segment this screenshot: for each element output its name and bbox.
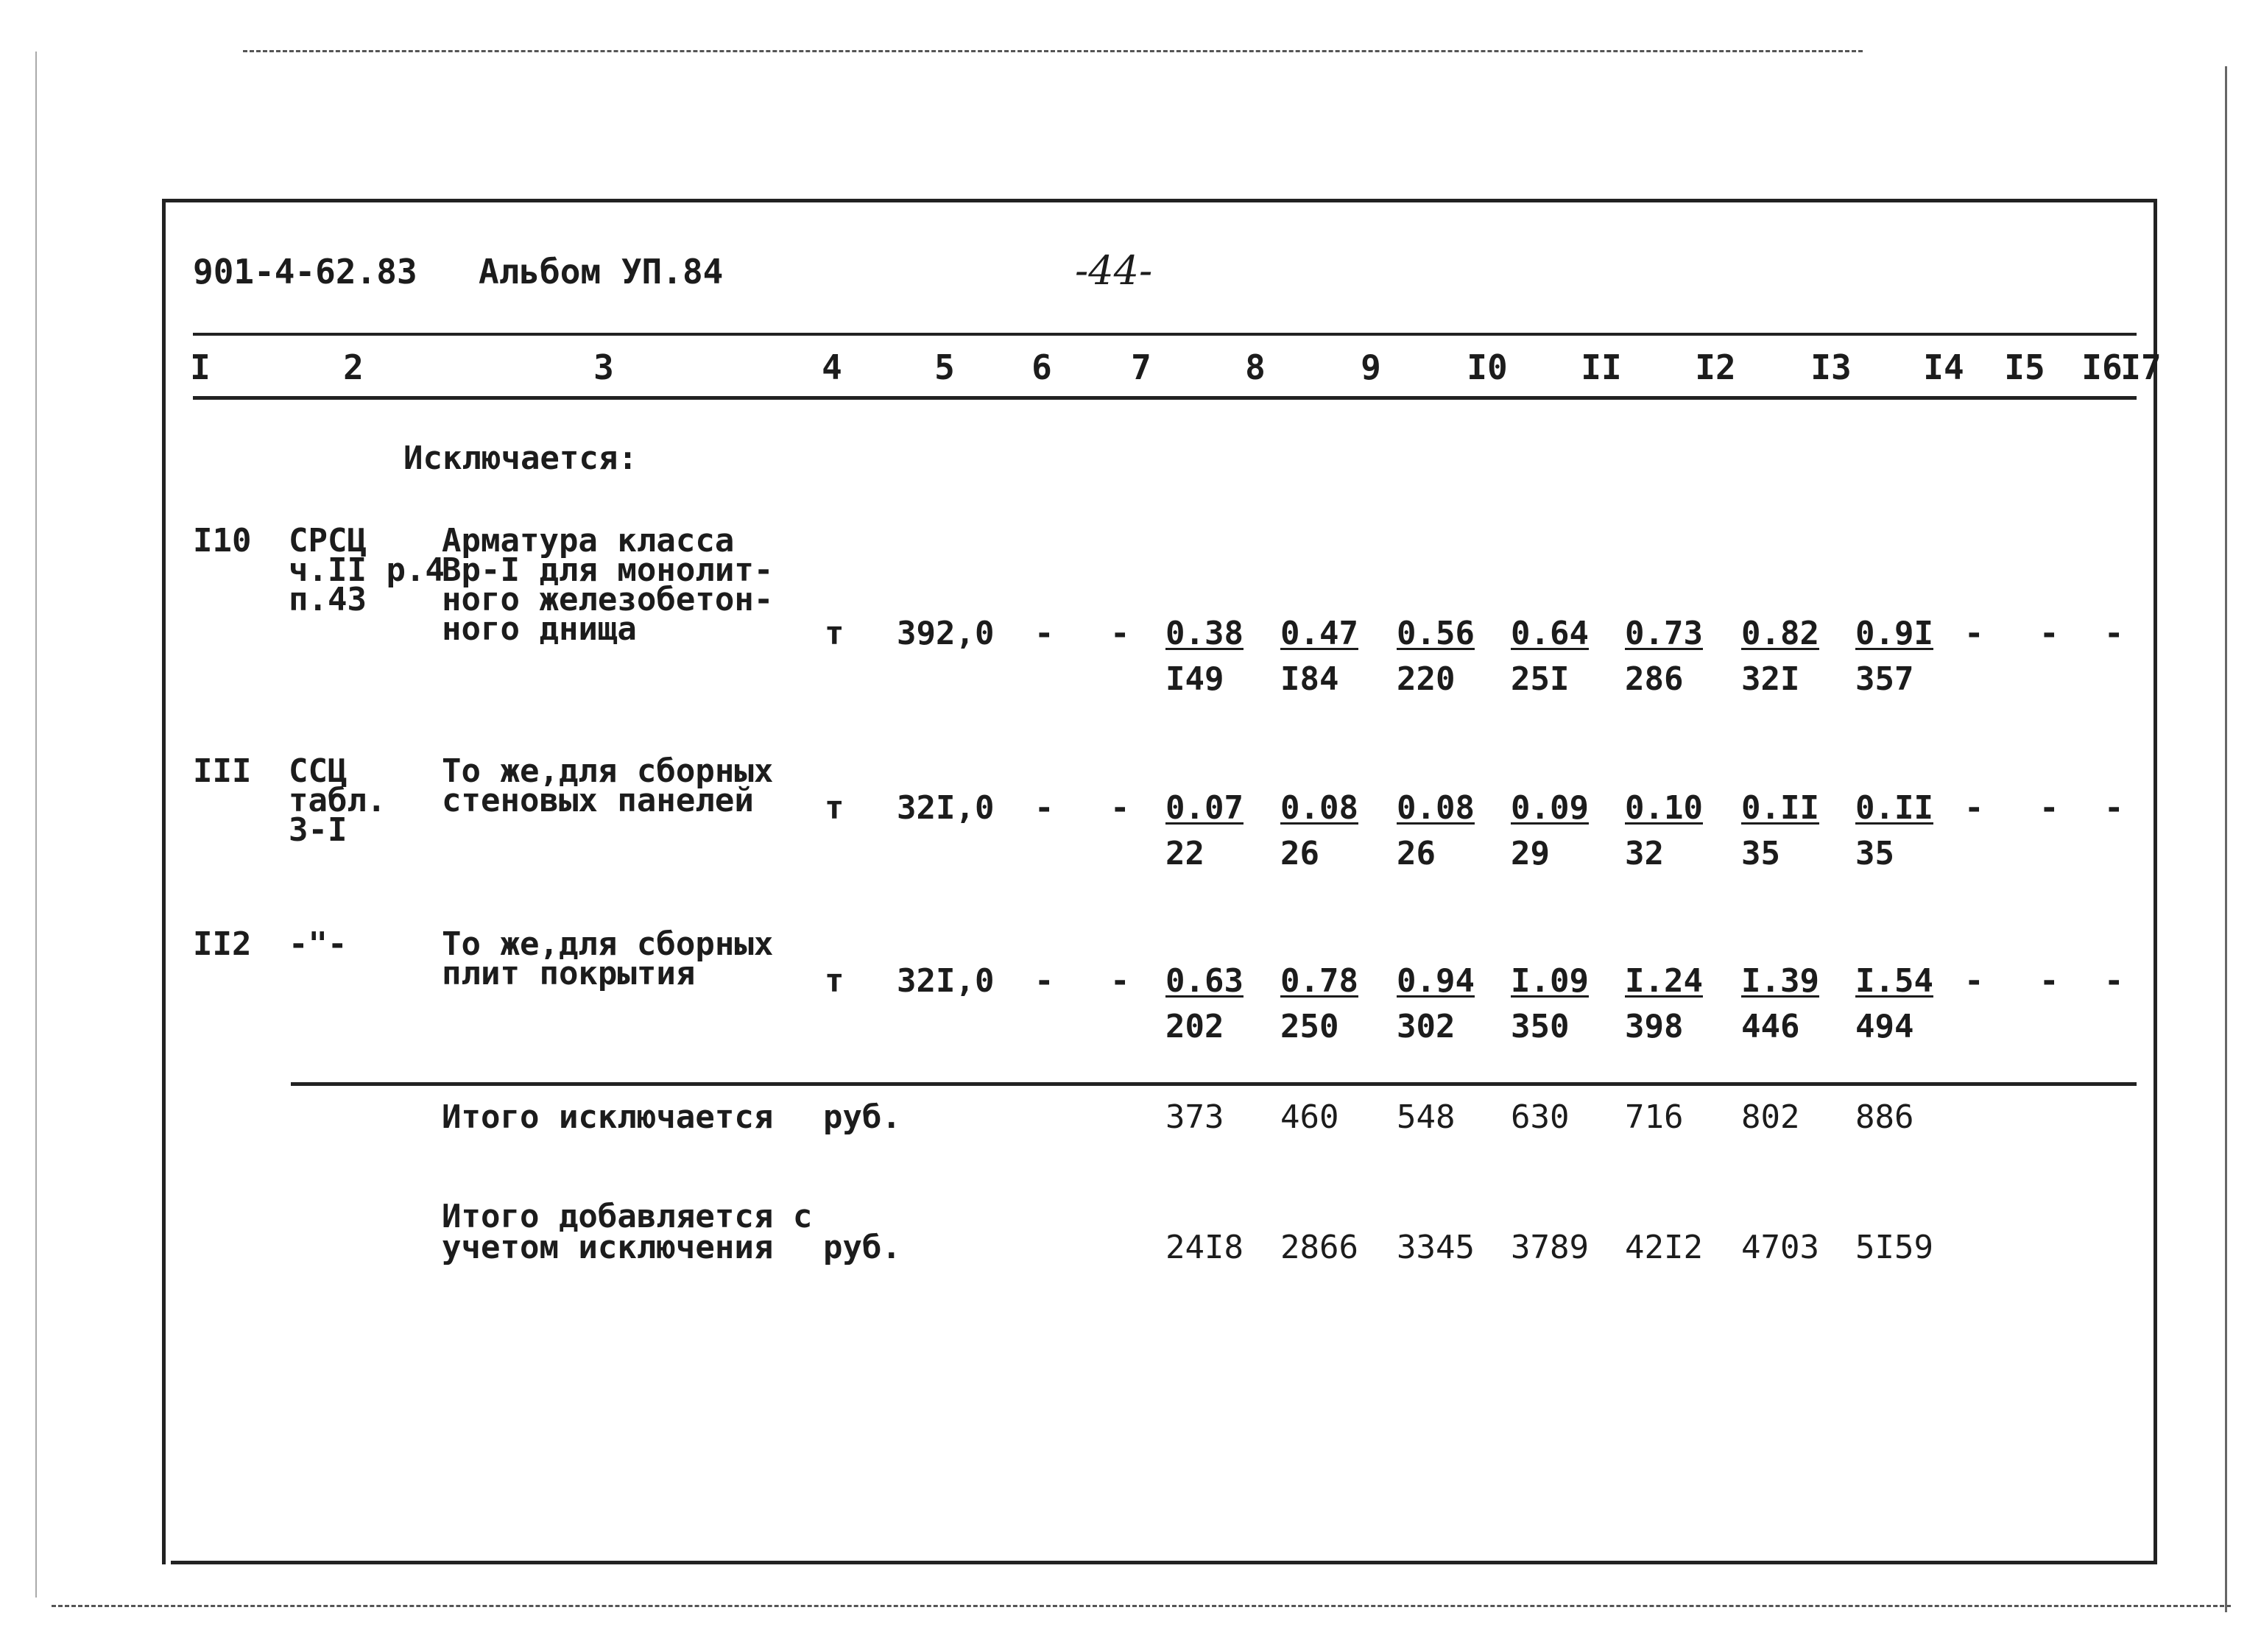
row-reference: ССЦ — [289, 752, 348, 790]
row-quantity: 0.78 — [1280, 962, 1358, 1000]
column-number: 9 — [1361, 347, 1381, 387]
row-description: плит покрытия — [442, 955, 696, 992]
section-title: Исключается: — [403, 440, 638, 477]
row-cost: 29 — [1511, 835, 1550, 872]
row-price: 32I,0 — [897, 789, 995, 827]
row-description: ного железобетон- — [442, 581, 774, 618]
row-quantity: 0.09 — [1511, 789, 1589, 827]
row-quantity: 0.II — [1855, 789, 1933, 827]
scan-bottom-dash — [52, 1605, 2231, 1607]
frame-right — [2154, 199, 2157, 1561]
totals-value: 630 — [1511, 1098, 1570, 1136]
row-col6: - — [1034, 615, 1054, 652]
column-number: I7 — [2120, 347, 2162, 387]
row-cost: 22 — [1165, 835, 1204, 872]
row-col7: - — [1110, 962, 1130, 1000]
row-description: То же,для сборных — [442, 925, 774, 963]
row-cost: 32 — [1625, 835, 1664, 872]
row-cost: 26 — [1280, 835, 1319, 872]
frame-left — [162, 199, 166, 1564]
frame-bottom — [171, 1561, 2157, 1564]
totals-value: 4703 — [1741, 1229, 1819, 1266]
totals-value: 42I2 — [1625, 1229, 1703, 1266]
totals-value: 2866 — [1280, 1229, 1358, 1266]
column-number: I6 — [2081, 347, 2123, 387]
column-number: I — [190, 347, 211, 387]
totals-value: 3345 — [1397, 1229, 1475, 1266]
row-quantity: I.39 — [1741, 962, 1819, 1000]
totals-value: 886 — [1855, 1098, 1914, 1136]
totals-value: 3789 — [1511, 1229, 1589, 1266]
row-cost: 35 — [1855, 835, 1894, 872]
totals-value: 373 — [1165, 1098, 1224, 1136]
row-quantity: 0.47 — [1280, 615, 1358, 652]
row-empty-cell: - — [2039, 615, 2059, 652]
row-empty-cell: - — [2039, 789, 2059, 827]
row-cost: 446 — [1741, 1008, 1800, 1045]
row-cost: 25I — [1511, 660, 1570, 698]
row-quantity: 0.73 — [1625, 615, 1703, 652]
column-number: II — [1581, 347, 1622, 387]
row-quantity: 0.56 — [1397, 615, 1475, 652]
row-reference: -"- — [289, 925, 348, 963]
row-description: Арматура класса — [442, 522, 735, 560]
row-cost: 398 — [1625, 1008, 1684, 1045]
row-cost: I49 — [1165, 660, 1224, 698]
totals-unit: руб. — [823, 1098, 901, 1136]
row-cost: 286 — [1625, 660, 1684, 698]
row-description: ного днища — [442, 610, 637, 648]
row-col7: - — [1110, 789, 1130, 827]
column-number: 2 — [343, 347, 364, 387]
row-col7: - — [1110, 615, 1130, 652]
row-unit: т — [825, 962, 844, 1000]
row-empty-cell: - — [1964, 789, 1984, 827]
row-quantity: I.09 — [1511, 962, 1589, 1000]
column-number: 8 — [1245, 347, 1266, 387]
column-number: I4 — [1923, 347, 1964, 387]
row-cost: 202 — [1165, 1008, 1224, 1045]
row-description: стеновых панелей — [442, 782, 754, 819]
row-empty-cell: - — [1964, 962, 1984, 1000]
row-cost: 26 — [1397, 835, 1436, 872]
row-col6: - — [1034, 789, 1054, 827]
row-number: I10 — [193, 522, 252, 560]
row-unit: т — [825, 615, 844, 652]
row-quantity: I.24 — [1625, 962, 1703, 1000]
row-number: II2 — [193, 925, 252, 963]
row-cost: 350 — [1511, 1008, 1570, 1045]
row-quantity: 0.II — [1741, 789, 1819, 827]
column-number: 4 — [822, 347, 842, 387]
row-price: 392,0 — [897, 615, 995, 652]
column-number: 3 — [593, 347, 614, 387]
document-code: 901-4-62.83 — [193, 252, 417, 292]
row-empty-cell: - — [2104, 615, 2124, 652]
totals-value: 716 — [1625, 1098, 1684, 1136]
row-quantity: 0.82 — [1741, 615, 1819, 652]
row-price: 32I,0 — [897, 962, 995, 1000]
row-number: III — [193, 752, 252, 790]
column-number: 5 — [934, 347, 955, 387]
column-number: I5 — [2004, 347, 2045, 387]
row-unit: т — [825, 789, 844, 827]
column-header-bottom-rule — [193, 396, 2137, 400]
totals-unit: руб. — [823, 1229, 901, 1266]
scan-left-edge — [35, 52, 37, 1598]
column-number: 6 — [1031, 347, 1052, 387]
row-cost: 35 — [1741, 835, 1780, 872]
totals-value: 24I8 — [1165, 1229, 1244, 1266]
album-label: Альбом УП.84 — [479, 252, 724, 292]
row-cost: 357 — [1855, 660, 1914, 698]
column-number: I3 — [1810, 347, 1852, 387]
row-col6: - — [1034, 962, 1054, 1000]
row-reference: п.43 — [289, 581, 367, 618]
row-quantity: 0.10 — [1625, 789, 1703, 827]
scan-right-edge — [2225, 66, 2227, 1612]
row-reference: табл. — [289, 782, 387, 819]
row-quantity: 0.64 — [1511, 615, 1589, 652]
row-cost: 32I — [1741, 660, 1800, 698]
column-number: I2 — [1695, 347, 1736, 387]
totals-value: 548 — [1397, 1098, 1456, 1136]
row-quantity: 0.08 — [1397, 789, 1475, 827]
row-quantity: 0.9I — [1855, 615, 1933, 652]
row-reference: ч.II р.4 — [289, 551, 445, 589]
row-quantity: 0.38 — [1165, 615, 1244, 652]
column-number: I0 — [1467, 347, 1508, 387]
page-number: -44- — [1075, 247, 1153, 294]
row-quantity: 0.07 — [1165, 789, 1244, 827]
row-quantity: 0.94 — [1397, 962, 1475, 1000]
row-reference: СРСЦ — [289, 522, 367, 560]
row-description: Вр-I для монолит- — [442, 551, 774, 589]
row-quantity: 0.63 — [1165, 962, 1244, 1000]
row-empty-cell: - — [2104, 789, 2124, 827]
totals-value: 5I59 — [1855, 1229, 1933, 1266]
row-cost: 220 — [1397, 660, 1456, 698]
totals-value: 802 — [1741, 1098, 1800, 1136]
row-empty-cell: - — [2104, 962, 2124, 1000]
row-cost: I84 — [1280, 660, 1339, 698]
totals-value: 460 — [1280, 1098, 1339, 1136]
row-cost: 302 — [1397, 1008, 1456, 1045]
frame-top — [162, 199, 2157, 202]
totals-label: учетом исключения — [442, 1229, 774, 1266]
column-header-top-rule — [193, 333, 2137, 336]
row-empty-cell: - — [2039, 962, 2059, 1000]
row-cost: 250 — [1280, 1008, 1339, 1045]
row-empty-cell: - — [1964, 615, 1984, 652]
scan-top-dash — [243, 50, 1863, 52]
totals-label: Итого добавляется с — [442, 1198, 813, 1235]
totals-rule — [291, 1082, 2137, 1086]
row-description: То же,для сборных — [442, 752, 774, 790]
row-quantity: 0.08 — [1280, 789, 1358, 827]
column-number: 7 — [1131, 347, 1151, 387]
totals-label: Итого исключается — [442, 1098, 774, 1136]
row-cost: 494 — [1855, 1008, 1914, 1045]
row-reference: 3-I — [289, 811, 348, 849]
row-quantity: I.54 — [1855, 962, 1933, 1000]
